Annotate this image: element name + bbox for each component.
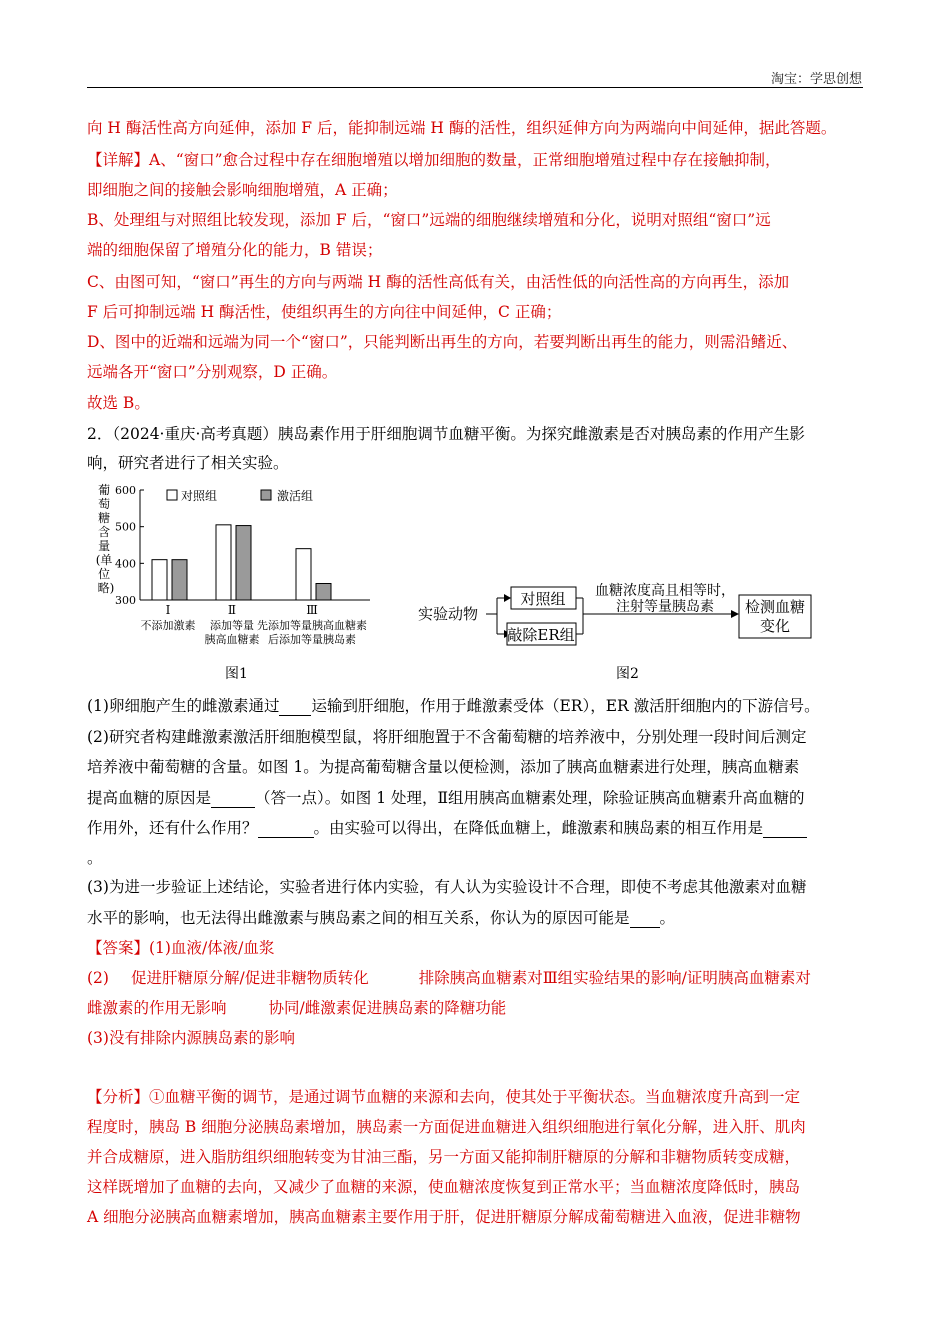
group-numeral: Ⅲ — [306, 603, 318, 617]
analysis-line: 并合成糖原，进入脂肪组织细胞转变为甘油三酯，另一方面又能抑制肝糖原的分解和非糖物质转变成糖， — [87, 1148, 801, 1166]
q2-text: 作用外，还有什么作用？ — [87, 819, 258, 837]
figure-1-bar-chart — [95, 480, 405, 685]
figure-1-caption: 图1 — [225, 666, 248, 682]
explanation-line: 远端各开“窗口”分别观察，D 正确。 — [87, 363, 338, 381]
explanation-line: F 后可抑制远端 H 酶活性，使组织再生的方向往中间延伸，C 正确； — [87, 303, 562, 321]
figure-2-caption: 图2 — [616, 666, 639, 682]
explanation-line: 向 H 酶活性高方向延伸，添加 F 后，能抑制远端 H 酶的活性，组织延伸方向为两端向中间延伸，据此答题。 — [87, 119, 837, 137]
y-label-char-1: 萄 — [98, 497, 111, 511]
explanation-line: 端的细胞保留了增殖分化的能力，B 错误； — [87, 241, 383, 259]
q2-blank-3[interactable] — [763, 821, 807, 838]
legend-swatch-control — [167, 490, 177, 500]
answer-2-line2-part1: 雌激素的作用无影响 — [87, 999, 227, 1017]
group-label-line2: 后添加等量胰岛素 — [268, 633, 356, 646]
y-label-char-6: 位 — [98, 567, 111, 581]
question-part-2-line — [87, 818, 863, 838]
y-label-char-3: 含 — [98, 525, 111, 539]
y-label-char-5: (单 — [95, 553, 113, 567]
q1-text-before: (1)卵细胞产生的雌激素通过 — [87, 697, 280, 715]
animal-label: 实验动物 — [418, 605, 479, 623]
bar-control-group-1 — [152, 560, 167, 600]
y-label-char-4: 量 — [98, 539, 111, 553]
answer-line-2 — [87, 968, 863, 988]
analysis-line: A 细胞分泌胰高血糖素增加，胰高血糖素主要作用于肝，促进肝糖原分解成葡萄糖进入血液，促进非糖物 — [87, 1208, 801, 1226]
q1-blank[interactable] — [279, 699, 311, 716]
question-part-3-line — [87, 908, 863, 928]
x-labels — [141, 603, 368, 646]
arrow-label-line2: 注射等量胰岛素 — [616, 599, 714, 615]
question-part-2-line: (2)研究者构建雌激素激活肝细胞模型鼠，将肝细胞置于不含葡萄糖的培养液中，分别处理一段时间后测定 — [87, 728, 807, 746]
answer-2-line2-part2: 协同/雌激素促进胰岛素的降糖功能 — [268, 999, 507, 1017]
analysis-line: 这样既增加了血糖的去向，又减少了血糖的来源，使血糖浓度恢复到正常水平；当血糖浓度降低时，胰岛 — [87, 1178, 801, 1196]
explanation-line: 故选 B。 — [87, 394, 150, 412]
answer-2-num: (2) — [87, 969, 109, 987]
question-part-1 — [87, 696, 863, 716]
q1-text-after: 运输到肝细胞，作用于雌激素受体（ER），ER 激活肝细胞内的下游信号。 — [311, 697, 820, 715]
analysis-line: 程度时，胰岛 B 细胞分泌胰岛素增加，胰岛素一方面促进血糖进入组织细胞进行氧化分解，进入肝、肌肉 — [87, 1118, 806, 1136]
explanation-line: C、由图可知，“窗口”再生的方向与两端 H 酶的活性高低有关，由活性低的向活性高的方向再生，添加 — [87, 273, 790, 291]
q2-text: 。由实验可以得出，在降低血糖上，雌激素和胰岛素的相互作用是 — [313, 819, 764, 837]
answer-line-2b — [87, 998, 863, 1018]
question-stem: 响，研究者进行了相关实验。 — [87, 454, 289, 472]
question-part-2-line: 。 — [87, 849, 103, 867]
bar-activated-group-3 — [316, 584, 331, 601]
bar-control-group-3 — [296, 549, 311, 600]
arrow-label-line1: 血糖浓度高且相等时， — [595, 583, 735, 599]
group-numeral: Ⅱ — [227, 603, 237, 617]
y-tick-label: 400 — [115, 557, 136, 571]
answer-line-3: (3)没有排除内源胰岛素的影响 — [87, 1029, 295, 1047]
question-part-2-line: 培养液中葡萄糖的含量。如图 1。为提高葡萄糖含量以便检测，添加了胰高血糖素进行处理，胰高血糖素 — [87, 758, 800, 776]
q3-text: 。 — [659, 909, 676, 927]
explanation-line: 即细胞之间的接触会影响细胞增殖，A 正确； — [87, 181, 398, 199]
question-part-3-line: (3)为进一步验证上述结论，实验者进行体内实验，有人认为实验设计不合理，即使不考虑其他激素对血糖 — [87, 878, 807, 896]
explanation-line: 【详解】A、“窗口”愈合过程中存在细胞增殖以增加细胞的数量，正常细胞增殖过程中存在接触抑制， — [87, 151, 781, 169]
y-tick-label: 600 — [115, 484, 136, 497]
q3-blank[interactable] — [630, 911, 660, 928]
analysis-line: 【分析】①血糖平衡的调节，是通过调节血糖的来源和去向，使其处于平衡状态。当血糖浓度升高到一定 — [87, 1088, 801, 1106]
y-axis-label — [96, 482, 117, 595]
explanation-line: B、处理组与对照组比较发现，添加 F 后，“窗口”远端的细胞继续增殖和分化，说明对照组“窗口”远 — [87, 211, 771, 229]
y-label-char-0: 葡 — [98, 483, 111, 497]
legend-label-control: 对照组 — [181, 489, 218, 503]
bar-activated-group-1 — [172, 560, 187, 600]
bars — [152, 525, 331, 600]
knockout-group-label: 敲除ER组 — [507, 626, 575, 644]
group-label-line1: 添加等量 — [210, 619, 254, 632]
q3-text: 水平的影响，也无法得出雌激素与胰岛素之间的相互关系，你认为的原因可能是 — [87, 909, 630, 927]
control-group-label: 对照组 — [520, 590, 566, 608]
answer-2-part2: 排除胰高血糖素对Ⅲ组实验结果的影响/证明胰高血糖素对 — [418, 969, 811, 987]
bar-control-group-2 — [216, 525, 231, 600]
q2-blank-1[interactable] — [211, 791, 255, 808]
y-tick-label: 500 — [115, 520, 136, 534]
q2-text: 提高血糖的原因是 — [87, 789, 212, 807]
legend-swatch-activated — [261, 490, 271, 500]
result-label-line1: 检测血糖 — [744, 598, 806, 616]
group-label-line2: 胰高血糖素 — [204, 633, 260, 646]
explanation-line: D、图中的近端和远端为同一个“窗口”，只能判断出再生的方向，若要判断出再生的能力，则需沿鳍近、 — [87, 333, 798, 351]
question-part-2-line — [87, 788, 863, 808]
header-text: 淘宝：学思创想 — [770, 72, 862, 87]
figure-2-flow-diagram — [415, 578, 820, 648]
y-label-char-7: 略) — [97, 581, 115, 595]
q2-text: （答一点）。如图 1 处理，Ⅱ组用胰高血糖素处理，除验证胰高血糖素升高血糖的 — [255, 789, 805, 807]
bar-activated-group-2 — [236, 526, 251, 600]
question-stem: 2．（2024·重庆·高考真题）胰岛素作用于肝细胞调节血糖平衡。为探究雌激素是否对胰岛素的作用产生影 — [87, 425, 805, 443]
legend-label-activated: 激活组 — [277, 489, 314, 503]
group-numeral: Ⅰ — [165, 603, 171, 617]
answer-line-1: 【答案】(1)血液/体液/血浆 — [87, 939, 275, 957]
q2-blank-2[interactable] — [258, 821, 314, 838]
group-label-line1: 先添加等量胰高血糖素 — [257, 619, 367, 632]
header-rule — [87, 87, 863, 88]
answer-2-part1: 促进肝糖原分解/促进非糖物质转化 — [130, 969, 369, 987]
y-label-char-2: 糖 — [98, 511, 111, 525]
y-tick-label: 300 — [115, 594, 136, 607]
group-label-line1: 不添加激素 — [140, 619, 196, 632]
result-label-line2: 变化 — [759, 617, 791, 635]
